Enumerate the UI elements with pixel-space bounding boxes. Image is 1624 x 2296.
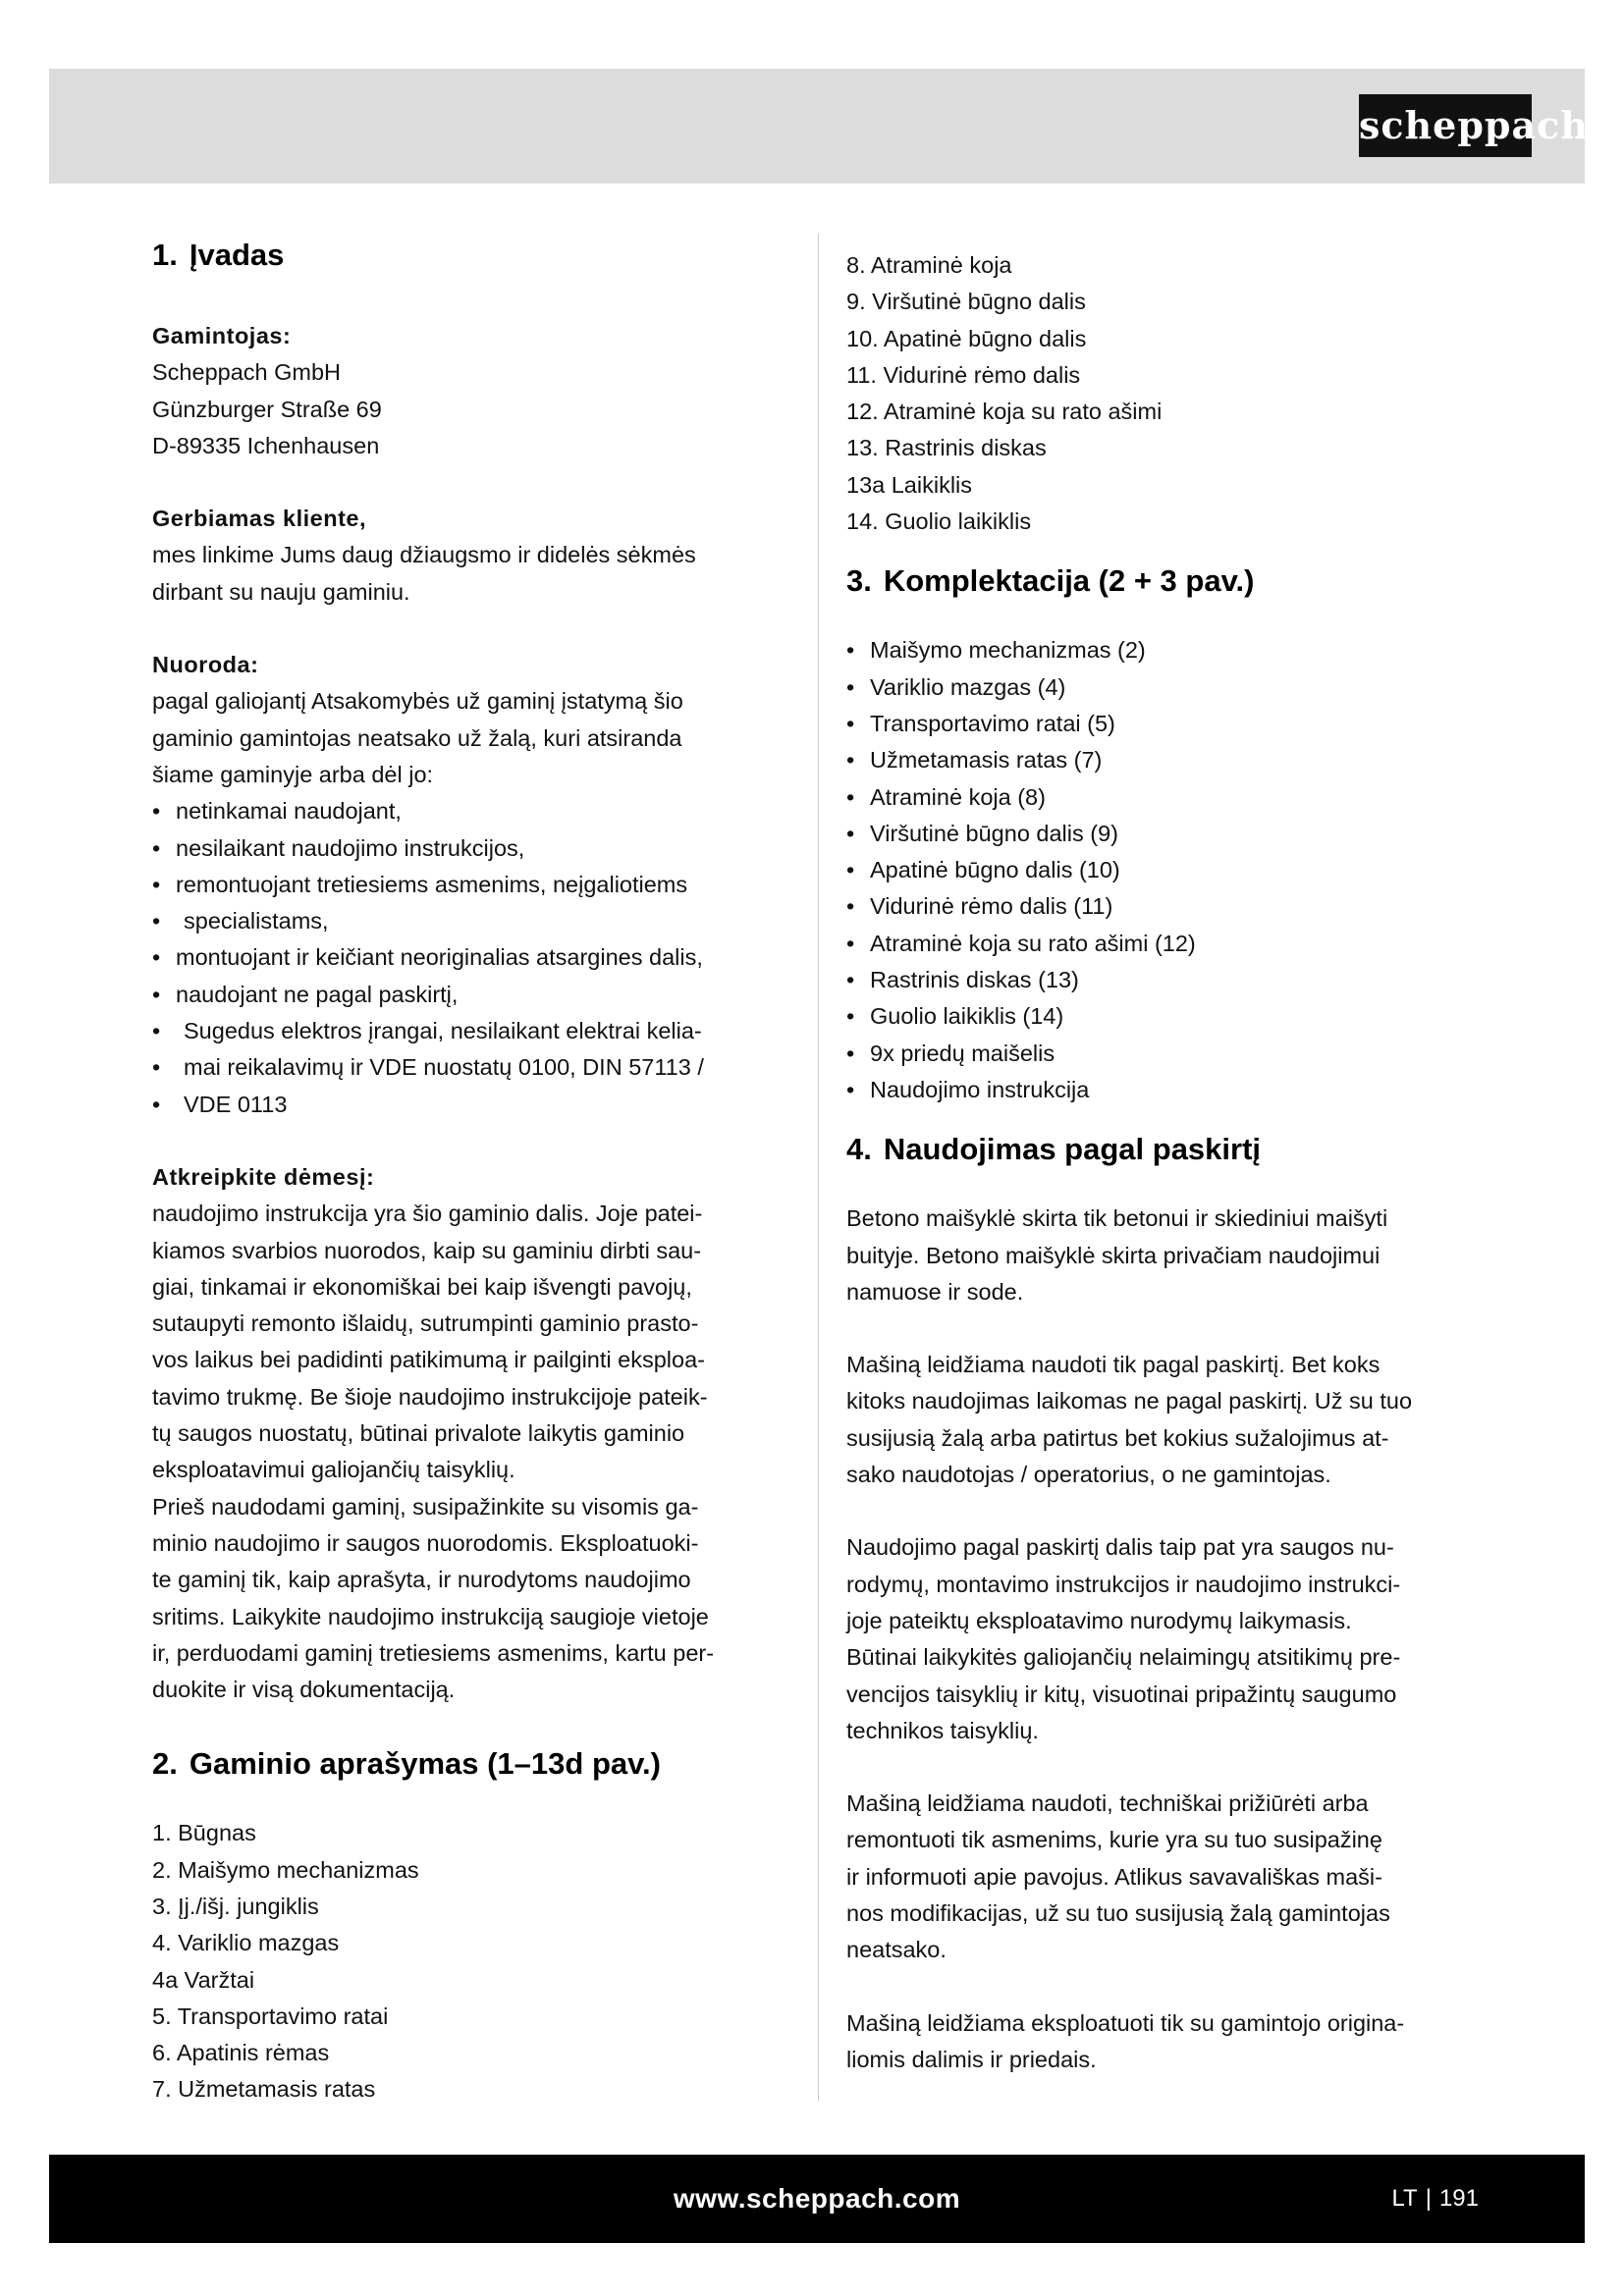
note-list <box>152 793 795 1123</box>
contents-list <box>846 632 1489 1108</box>
list-item: 14. Guolio laikiklis <box>846 508 1032 535</box>
list-item: • Viršutinė būgno dalis (9) <box>846 816 1489 852</box>
list-item: • Naudojimo instrukcija <box>846 1072 1489 1108</box>
attention-line: sutaupyti remonto išlaidų, sutrumpinti gaminio prasto- <box>152 1310 699 1337</box>
list-item: • montuojant ir keičiant neoriginalias atsargines dalis, <box>152 939 795 976</box>
list-item-cont: • mai reikalavimų ir VDE nuostatų 0100, DIN 57113 / <box>152 1049 795 1086</box>
attention-line: ir, perduodami gaminį tretiesiems asmenims, kartu per- <box>152 1639 715 1666</box>
list-item: • Apatinė būgno dalis (10) <box>846 852 1489 888</box>
paragraph-line: Mašiną leidžiama naudoti tik pagal paskirtį. Bet koks <box>846 1352 1380 1378</box>
paragraph-line: Būtinai laikykitės galiojančių nelaimingų atsitikimų pre- <box>846 1644 1401 1671</box>
section-4-heading: 4. Naudojimas pagal paskirtį <box>846 1132 1262 1167</box>
paragraph-line: sako naudotojas / operatorius, o ne gamintojas. <box>846 1462 1331 1488</box>
note-label: Nuoroda: <box>152 652 259 678</box>
list-item: 4. Variklio mazgas <box>152 1930 340 1956</box>
section-3-heading: 3. Komplektacija (2 + 3 pav.) <box>846 563 1255 599</box>
paragraph-line: remontuoti tik asmenims, kurie yra su tuo susipažinę <box>846 1827 1382 1853</box>
attention-line: minio naudojimo ir saugos nuorodomis. Eksploatuoki- <box>152 1529 699 1556</box>
paragraph-line: ir informuoti apie pavojus. Atlikus savavališkas maši- <box>846 1863 1382 1890</box>
attention-line: Prieš naudodami gaminį, susipažinkite su visomis ga- <box>152 1493 699 1520</box>
left-column <box>152 236 795 2109</box>
customer-label: Gerbiamas kliente, <box>152 506 366 532</box>
customer-text: mes linkime Jums daug džiaugsmo ir didelės sėkmės <box>152 542 696 568</box>
list-item: 13a Laikiklis <box>846 471 973 498</box>
manufacturer-line: Günzburger Straße 69 <box>152 396 382 422</box>
paragraph-line: kitoks naudojimas laikomas ne pagal paskirtį. Už su tuo <box>846 1388 1413 1415</box>
note-intro: pagal galiojantį Atsakomybės už gaminį įstatymą šio <box>152 688 683 715</box>
list-item: • Sugedus elektros įrangai, nesilaikant elektrai kelia- <box>152 1013 795 1049</box>
manufacturer-label: Gamintojas: <box>152 323 292 348</box>
paragraph-line: neatsako. <box>846 1937 947 1963</box>
list-item: • Vidurinė rėmo dalis (11) <box>846 888 1489 925</box>
attention-line: sritims. Laikykite naudojimo instrukciją saugioje vietoje <box>152 1603 709 1629</box>
list-item: • Užmetamasis ratas (7) <box>846 742 1489 778</box>
list-item: • Rastrinis diskas (13) <box>846 962 1489 998</box>
list-item: • Variklio mazgas (4) <box>846 669 1489 706</box>
list-item: 8. Atraminė koja <box>846 252 1012 278</box>
list-item: 10. Apatinė būgno dalis <box>846 325 1087 351</box>
header-band <box>49 69 1589 184</box>
paragraph-line: joje pateiktų eksploatavimo nurodymų laikymasis. <box>846 1607 1352 1633</box>
parts-list <box>152 1815 795 2108</box>
paragraph-line: nos modifikacijas, už su tuo susijusią žalą gamintojas <box>846 1899 1390 1926</box>
section-2-heading: 2. Gaminio aprašymas (1–13d pav.) <box>152 1746 661 1782</box>
customer-text: dirbant su nauju gaminiu. <box>152 578 410 605</box>
note-intro: gaminio gamintojas neatsako už žalą, kuri atsiranda <box>152 724 682 751</box>
list-item: 7. Užmetamasis ratas <box>152 2076 376 2103</box>
list-item: 6. Apatinis rėmas <box>152 2040 330 2066</box>
parts-list-cont <box>846 247 1489 540</box>
list-item: • nesilaikant naudojimo instrukcijos, <box>152 830 795 867</box>
scheppach-logo: scheppach <box>1359 94 1532 157</box>
attention-line: naudojimo instrukcija yra šio gaminio dalis. Joje patei- <box>152 1201 703 1227</box>
language-code: LT <box>1391 2185 1418 2212</box>
paragraph-line: rodymų, montavimo instrukcijos ir naudojimo instrukci- <box>846 1571 1401 1597</box>
list-item: 11. Vidurinė rėmo dalis <box>846 361 1081 388</box>
paragraph-line: Naudojimo pagal paskirtį dalis taip pat yra saugos nu- <box>846 1534 1394 1561</box>
list-item: 1. Būgnas <box>152 1820 256 1846</box>
page-number-value: 191 <box>1438 2185 1479 2212</box>
attention-label: Atkreipkite dėmesį: <box>152 1163 375 1190</box>
list-item: 9. Viršutinė būgno dalis <box>846 289 1086 315</box>
column-divider <box>818 234 819 2101</box>
right-column <box>846 247 1489 2078</box>
list-item: • 9x priedų maišelis <box>846 1036 1489 1072</box>
attention-line: vos laikus bei padidinti patikimumą ir pailginti eksploa- <box>152 1347 705 1373</box>
paragraph-line: vencijos taisyklių ir kitų, visuotinai pripažintų saugumo <box>846 1681 1397 1707</box>
note-intro: šiame gaminyje arba dėl jo: <box>152 761 434 787</box>
list-item-cont: • VDE 0113 <box>152 1087 795 1123</box>
list-item: • Atraminė koja (8) <box>846 779 1489 816</box>
paragraph-line: namuose ir sode. <box>846 1278 1024 1305</box>
manufacturer-line: Scheppach GmbH <box>152 359 342 386</box>
list-item: • netinkamai naudojant, <box>152 793 795 829</box>
paragraph-line: susijusią žalą arba patirtus bet kokius sužalojimus at- <box>846 1424 1389 1451</box>
paragraph-line: Betono maišyklė skirta tik betonui ir skiediniui maišyti <box>846 1205 1388 1232</box>
footer-band <box>49 2155 1585 2243</box>
paragraph-line: technikos taisyklių. <box>846 1717 1039 1743</box>
paragraph-line: Mašiną leidžiama eksploatuoti tik su gamintojo origina- <box>846 2009 1405 2036</box>
list-item: • naudojant ne pagal paskirtį, <box>152 977 795 1013</box>
paragraph-line: Mašiną leidžiama naudoti, techniškai prižiūrėti arba <box>846 1790 1369 1817</box>
attention-line: duokite ir visą dokumentaciją. <box>152 1677 456 1703</box>
footer-website-link[interactable]: www.scheppach.com <box>673 2183 961 2214</box>
paragraph-line: buityje. Betono maišyklė skirta privačiam naudojimui <box>846 1242 1380 1268</box>
attention-line: eksploatavimui galiojančių taisyklių. <box>152 1457 515 1483</box>
attention-line: tavimo trukmę. Be šioje naudojimo instrukcijoje pateik- <box>152 1383 708 1410</box>
manufacturer-line: D-89335 Ichenhausen <box>152 432 380 458</box>
list-item: 3. Įj./išj. jungiklis <box>152 1893 319 1919</box>
section-1-heading: 1. Įvadas <box>152 238 285 272</box>
list-item: 5. Transportavimo ratai <box>152 2002 389 2029</box>
attention-line: giai, tinkamai ir ekonomiškai bei kaip išvengti pavojų, <box>152 1273 692 1300</box>
list-item: 12. Atraminė koja su rato ašimi <box>846 399 1163 425</box>
attention-line: te gaminį tik, kaip aprašyta, ir nurodytoms naudojimo <box>152 1567 691 1593</box>
page-number <box>1391 2155 1479 2243</box>
attention-line: kiamos svarbios nuorodos, kaip su gaminiu dirbti sau- <box>152 1237 702 1263</box>
list-item: 4a Varžtai <box>152 1966 255 1993</box>
list-item: • remontuojant tretiesiems asmenims, neįgaliotiems <box>152 867 795 903</box>
list-item: 2. Maišymo mechanizmas <box>152 1856 419 1883</box>
list-item: 13. Rastrinis diskas <box>846 435 1047 461</box>
list-item: • Transportavimo ratai (5) <box>846 706 1489 742</box>
attention-line: tų saugos nuostatų, būtinai privalote laikytis gaminio <box>152 1420 685 1447</box>
list-item-cont: • specialistams, <box>152 903 795 939</box>
list-item: • Atraminė koja su rato ašimi (12) <box>846 926 1489 962</box>
list-item: • Maišymo mechanizmas (2) <box>846 632 1489 668</box>
separator: | <box>1425 2185 1432 2212</box>
paragraph-line: liomis dalimis ir priedais. <box>846 2046 1097 2072</box>
list-item: • Guolio laikiklis (14) <box>846 998 1489 1035</box>
